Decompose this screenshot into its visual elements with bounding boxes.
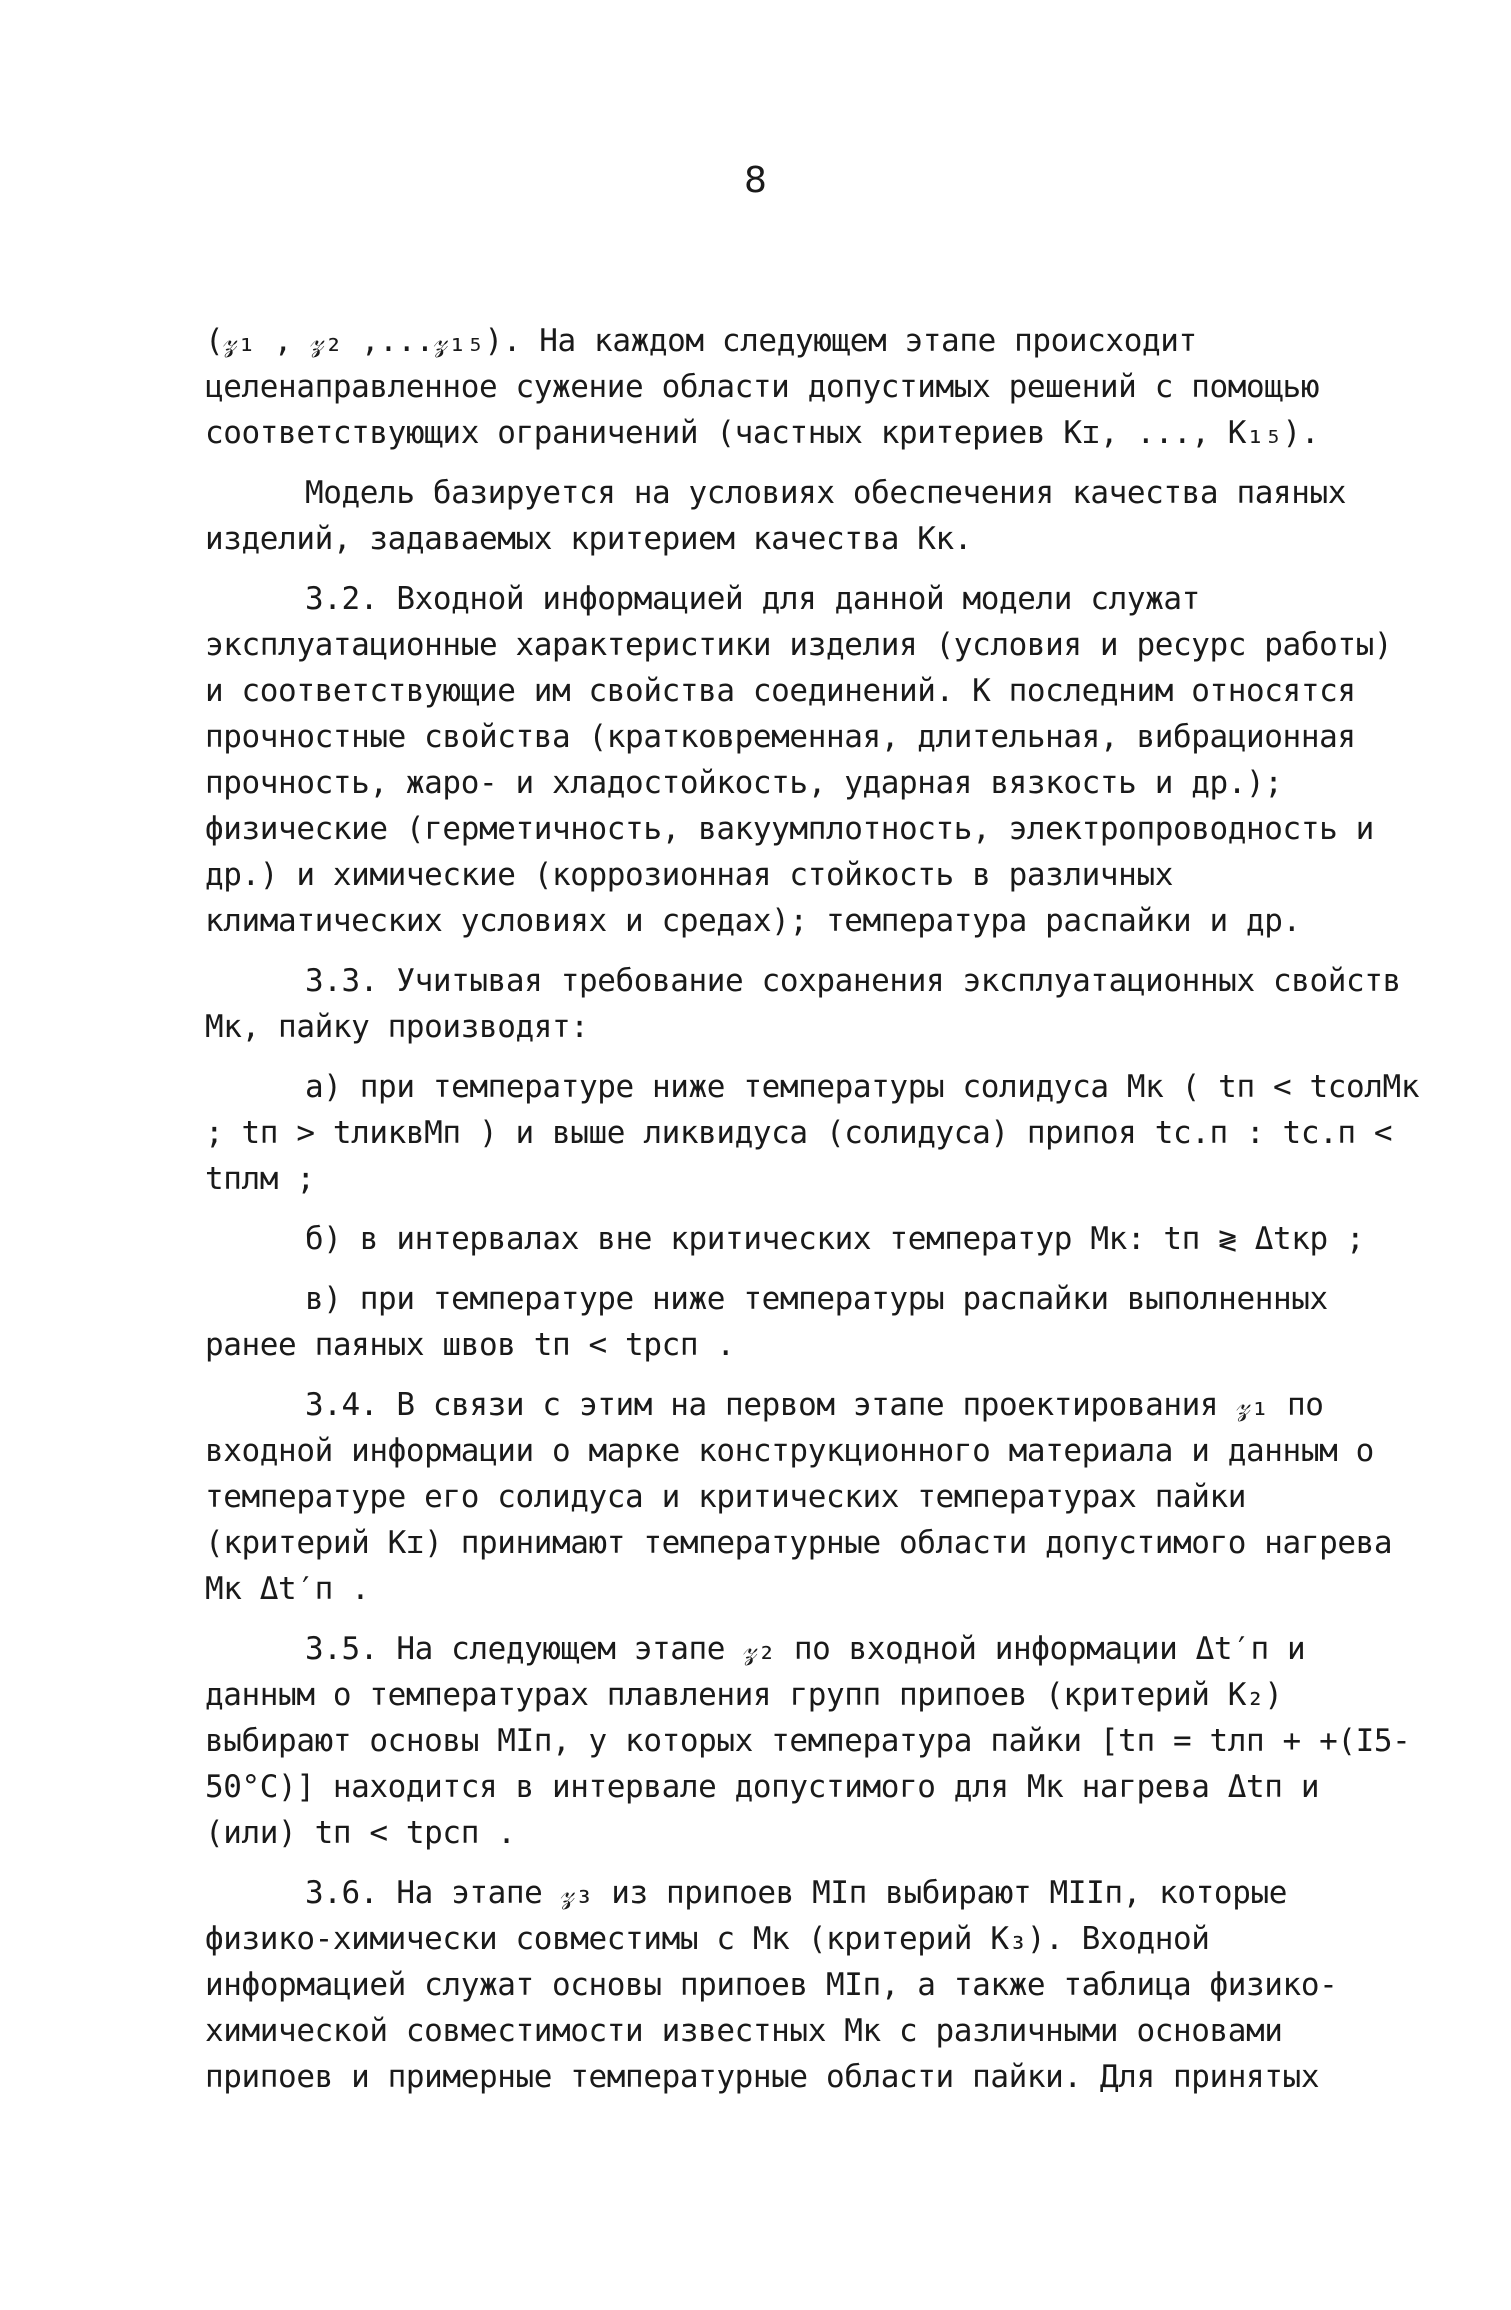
paragraph-3-3-c: в) при температуре ниже температуры распайки выполненных ранее паяных швов tп < tрсп . — [205, 1281, 1328, 1363]
body-text — [205, 318, 1425, 2114]
page-number: 8 — [744, 160, 767, 201]
paragraph-3-3-a: а) при температуре ниже температуры солидуса Mк ( tп < tсолMк ; tп > tликвMп ) и выше ликвидуса (солидуса) припоя tс.п : tс.п < tплм ; — [205, 1069, 1420, 1197]
paragraph-stages-intro: (𝓏₁ , 𝓏₂ ,...𝓏₁₅). На каждом следующем этапе происходит целенаправленное сужение области допустимых решений с помощью соответствующих ограничений (частных критериев Kɪ, ..., K₁₅). — [205, 323, 1320, 451]
paragraph-3-6: 3.6. На этапе 𝓏₃ из припоев MIп выбирают MIIп, которые физико-химически совместимы с Mк (критерий K₃). Входной информацией служат основы припоев MIп, а также таблица физико-химической совместимости известных Mк с различными основами припоев и примерные температурные области пайки. Для принятых — [205, 1875, 1338, 2095]
paragraph-3-3: 3.3. Учитывая требование сохранения эксплуатационных свойств Mк, пайку производят: — [205, 963, 1401, 1045]
paragraph-3-2: 3.2. Входной информацией для данной модели служат эксплуатационные характеристики изделия (условия и ресурс работы) и соответствующие им свойства соединений. К последним относятся прочностные свойства (кратковременная, длительная, вибрационная прочность, жаро- и хладостойкость, ударная вязкость и др.); физические (герметичность, вакуумплотность, электропроводность и др.) и химические (коррозионная стойкость в различных климатических условиях и средах); температура распайки и др. — [205, 581, 1393, 939]
paragraph-model-basis: Модель базируется на условиях обеспечения качества паяных изделий, задаваемых критерием качества Kк. — [205, 475, 1347, 557]
paragraph-3-5: 3.5. На следующем этапе 𝓏₂ по входной информации Δt′п и данным о температурах плавления групп припоев (критерий K₂) выбирают основы MIп, у которых температура пайки [tп = tлп + +(I5-50°C)] находится в интервале допустимого для Mк нагрева Δtп и (или) tп < tрсп . — [205, 1631, 1411, 1851]
paragraph-3-3-b: б) в интервалах вне критических температур Mк: tп ≷ Δtкр ; — [305, 1221, 1365, 1257]
paragraph-3-4: 3.4. В связи с этим на первом этапе проектирования 𝓏₁ по входной информации о марке конструкционного материала и данным о температуре его солидуса и критических температурах пайки (критерий Kɪ) принимают температурные области допустимого нагрева Mк Δt′п . — [205, 1387, 1393, 1607]
